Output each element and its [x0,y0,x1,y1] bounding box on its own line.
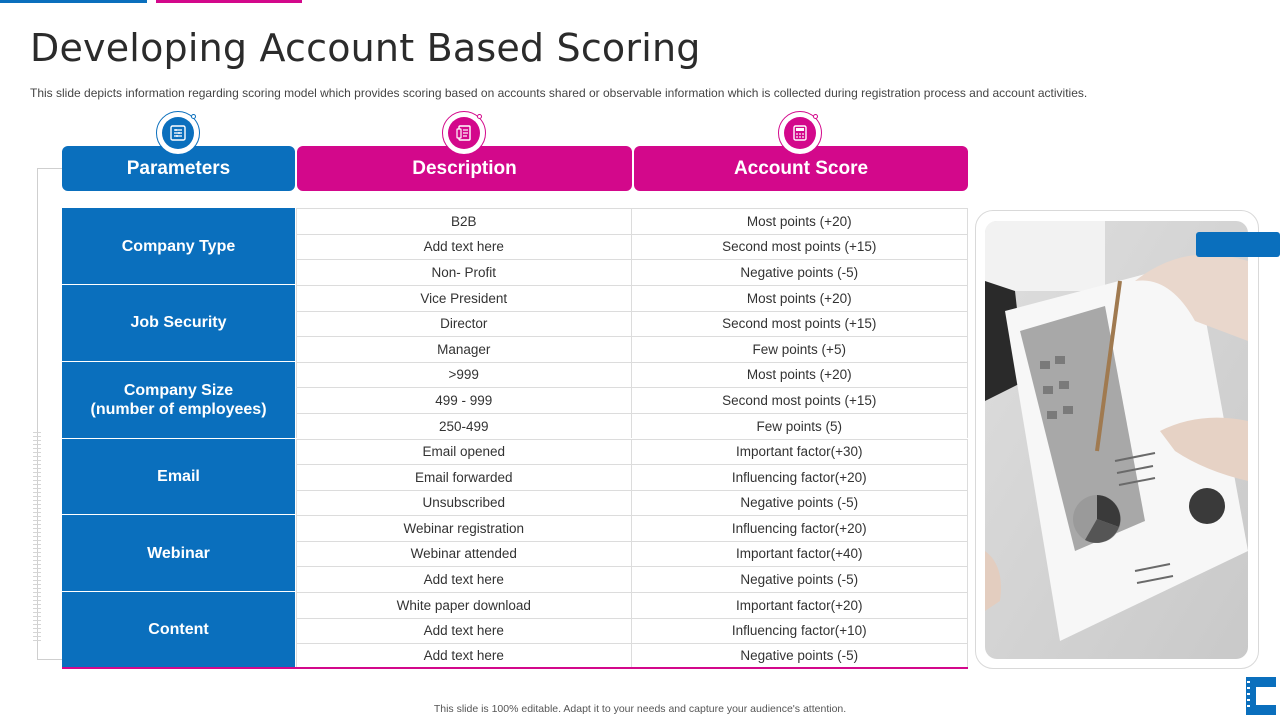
description-cell: Email opened [296,440,632,465]
table-row [296,566,968,592]
description-cell: Webinar attended [296,542,632,567]
description-cell: 250-499 [296,414,632,439]
table-row [296,643,968,667]
table-row [296,618,968,644]
description-cell: Webinar registration [296,516,632,541]
table-row [296,439,968,465]
description-cell: Add text here [296,644,632,667]
description-cell: >999 [296,363,632,388]
table-row [296,413,968,439]
slide-footer: This slide is 100% editable. Adapt it to your needs and capture your audience's attention. [433,703,847,715]
parameter-cell: Email [62,439,295,516]
score-cell: Second most points (+15) [722,239,877,255]
score-cell: Negative points (-5) [740,495,859,511]
score-cell: Important factor(+20) [736,597,863,613]
score-cell: Negative points (-5) [740,265,859,281]
header-description: Description [297,146,632,191]
blue-tab-decoration [1196,232,1280,257]
score-cell: Important factor(+40) [736,546,863,562]
group-content [62,592,968,667]
description-cell: Non- Profit [296,260,632,285]
table-row [296,311,968,337]
score-cell: Few points (+5) [752,341,846,357]
scoring-table [62,208,968,669]
score-cell: Influencing factor(+20) [731,520,867,536]
group-webinar [62,515,968,592]
accent-bar-pink [156,0,302,3]
table-row [296,490,968,516]
slide-title: Developing Account Based Scoring [30,26,701,70]
score-cell: Negative points (-5) [740,648,859,663]
table-row [296,541,968,567]
description-cell: Manager [296,337,632,362]
description-cell: Add text here [296,235,632,260]
description-cell: Unsubscribed [296,491,632,516]
parameter-cell: Company Type [62,208,295,285]
list-icon [156,111,200,155]
table-row [296,208,968,234]
bracket-stripes-decoration [33,432,41,642]
description-cell: Add text here [296,567,632,592]
group-email [62,439,968,516]
brand-logo-icon [1244,675,1278,717]
score-cell: Second most points (+15) [722,316,877,332]
description-cell: Email forwarded [296,465,632,490]
table-row [296,387,968,413]
table-row [296,259,968,285]
calculator-icon [778,111,822,155]
parameter-cell: Content [62,592,295,667]
score-cell: Influencing factor(+20) [731,469,867,485]
description-cell: 499 - 999 [296,388,632,413]
description-cell: B2B [296,209,632,234]
table-row [296,515,968,541]
score-cell: Important factor(+30) [736,444,863,460]
table-row [296,592,968,618]
score-cell: Second most points (+15) [722,392,877,408]
score-cell: Influencing factor(+10) [731,623,867,639]
score-cell: Few points (5) [756,418,843,434]
description-cell: Add text here [296,619,632,644]
description-cell: Vice President [296,286,632,311]
table-row [296,234,968,260]
description-cell: Director [296,312,632,337]
parameter-label-line2: (number of employees) [90,400,267,418]
header-parameters: Parameters [62,146,295,191]
table-row [296,285,968,311]
table-row [296,464,968,490]
parameter-cell [62,362,295,439]
score-cell: Negative points (-5) [740,572,859,588]
group-company-type [62,208,968,285]
table-row [296,336,968,362]
description-cell: White paper download [296,593,632,618]
score-cell: Most points (+20) [746,367,852,383]
business-photo [985,221,1248,659]
group-job-security [62,285,968,362]
group-company-size [62,362,968,439]
document-icon [442,111,486,155]
score-cell: Most points (+20) [746,213,852,229]
parameter-cell: Webinar [62,515,295,592]
slide-subtitle: This slide depicts information regarding scoring model which provides scoring based on accounts shared or observable information which is collected during registration process and account activities. [30,86,1088,100]
parameter-label: Company Size [123,381,234,399]
parameter-cell: Job Security [62,285,295,362]
accent-bar-blue [0,0,147,3]
header-account-score: Account Score [634,146,968,191]
score-cell: Most points (+20) [746,290,852,306]
table-row [296,362,968,388]
